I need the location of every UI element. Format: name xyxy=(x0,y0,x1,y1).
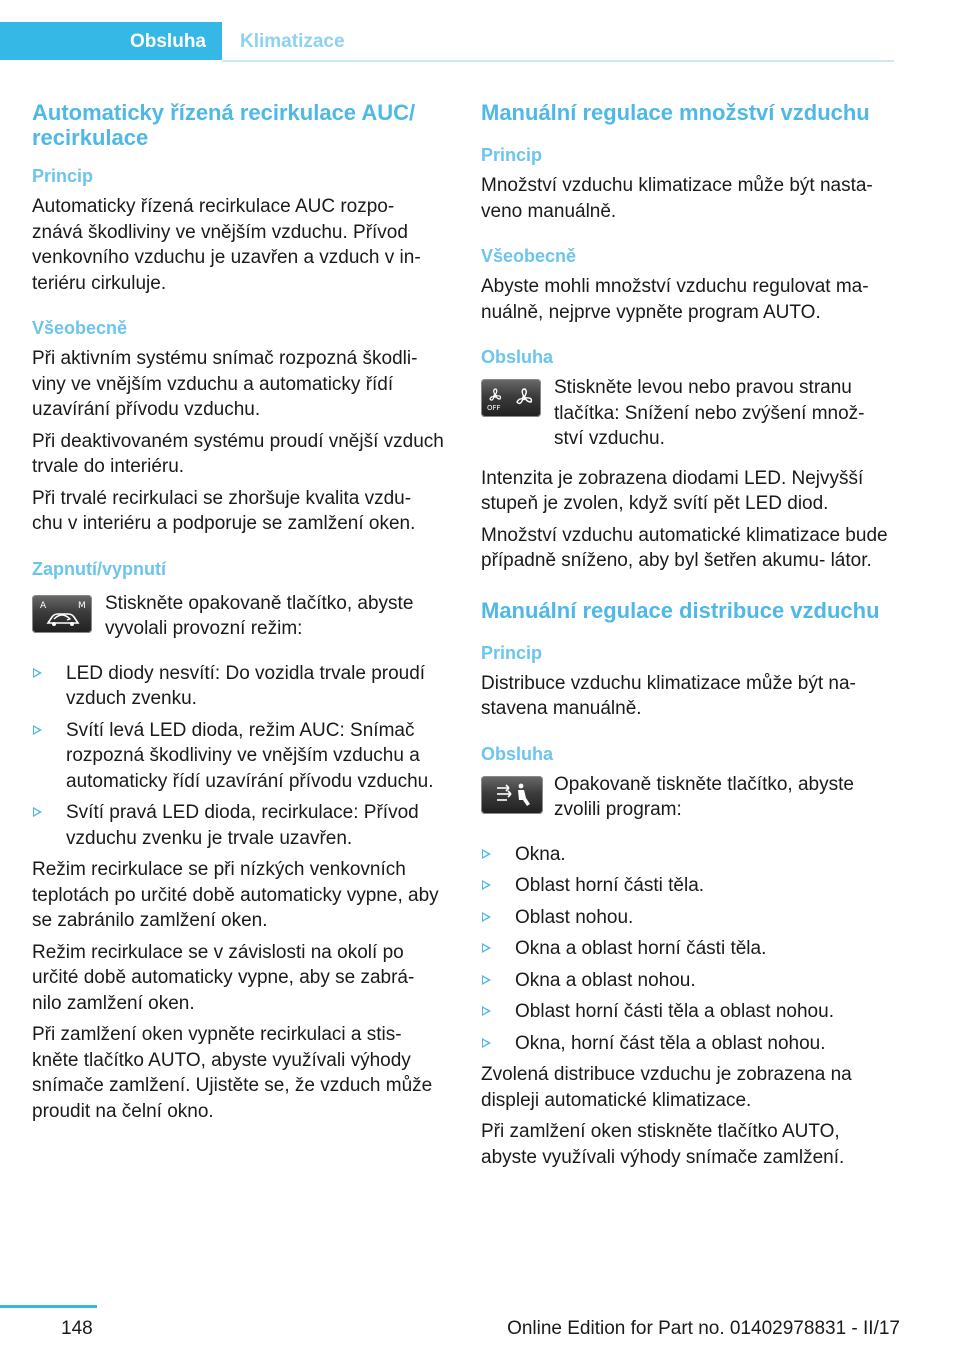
instruction-with-icon xyxy=(32,591,444,649)
list-item: LED diody nesvítí: Do vozidla trvale proudí vzduch zvenku. xyxy=(32,661,444,712)
paragraph: Při deaktivovaném systému proudí vnější vzduch trvale do interiéru. xyxy=(32,430,444,477)
footer-accent-line xyxy=(0,1305,97,1308)
paragraph: Stiskněte levou nebo pravou stranu tlačítka: Snížení nebo zvýšení množ‐ ství vzduchu. xyxy=(554,377,865,449)
subheading-princip: Princip xyxy=(481,145,543,165)
list-item: Oblast nohou. xyxy=(481,905,899,931)
paragraph: Automaticky řízená recirkulace AUC rozpo‐ znává škodliviny ve vnějším vzduchu. Přívod venkovního vzduchu je uzavřen a vzduch v in‐ teriéru cirkuluje. xyxy=(32,196,421,294)
program-list xyxy=(481,842,899,1057)
list-item: Svítí pravá LED dioda, recirkulace: Přívod vzduchu zvenku je trvale uzavřen. xyxy=(32,800,444,851)
bullet-triangle-icon xyxy=(482,912,491,922)
bullet-triangle-icon xyxy=(482,1038,491,1048)
bullet-triangle-icon xyxy=(482,880,491,890)
recirculation-button-icon xyxy=(32,595,92,633)
subheading-princip: Princip xyxy=(32,166,94,186)
paragraph: Při aktivním systému snímač rozpozná škodli‐ viny ve vnějším vzduchu a automaticky řídí uzavírání přívodu vzduchu. xyxy=(32,348,418,420)
subheading-princip: Princip xyxy=(481,642,543,663)
led-label-a: A xyxy=(40,600,47,611)
section-tab: Obsluha xyxy=(0,22,222,60)
bullet-triangle-icon xyxy=(482,943,491,953)
fan-speed-button-icon xyxy=(481,379,541,417)
section-title-auc: Automaticky řízená recirkulace AUC/ recirkulace xyxy=(32,100,416,150)
bullet-triangle-icon xyxy=(482,1006,491,1016)
paragraph: Při zamlžení oken vypněte recirkulaci a stis‐ kněte tlačítko AUTO, abyste využívali výhody snímače zamlžení. Ujistěte se, že vzduch může proudit na čelní okno. xyxy=(32,1024,433,1122)
list-item: Oblast horní části těla a oblast nohou. xyxy=(481,999,899,1025)
led-label-m: M xyxy=(78,600,86,611)
off-label: OFF xyxy=(487,404,501,412)
right-column xyxy=(481,100,899,1170)
edition-note: Online Edition for Part no. 01402978831 - II/17 xyxy=(507,1318,900,1339)
subheading-vseobecne: Všeobecně xyxy=(481,246,577,266)
list-item: Svítí levá LED dioda, režim AUC: Snímač rozpozná škodliviny ve vnějším vzduchu a automaticky řídí uzavírání přívodu vzduchu. xyxy=(32,718,444,795)
subheading-obsluha: Obsluha xyxy=(481,347,554,367)
subheading-obsluha: Obsluha xyxy=(481,743,554,764)
bullet-triangle-icon xyxy=(33,725,42,735)
page-number: 148 xyxy=(61,1318,93,1339)
paragraph: Množství vzduchu klimatizace může být nasta‐ veno manuálně. xyxy=(481,175,873,222)
section-title-air-distribution: Manuální regulace distribuce vzduchu xyxy=(481,597,880,623)
paragraph: Intenzita je zobrazena diodami LED. Nejvyšší stupeň je zvolen, když svítí pět LED diod. xyxy=(481,467,864,514)
mode-list xyxy=(32,661,444,852)
paragraph: Režim recirkulace se v závislosti na okolí po určité době automaticky vypne, aby se zabrá‐ nilo zamlžení oken. xyxy=(32,941,415,1014)
list-item: Okna a oblast nohou. xyxy=(481,968,899,994)
header-divider xyxy=(222,60,894,62)
chapter-title: Klimatizace xyxy=(240,31,345,52)
section-title-air-quantity: Manuální regulace množství vzduchu xyxy=(481,100,870,125)
paragraph: Opakovaně tiskněte tlačítko, abyste zvolili program: xyxy=(554,773,854,820)
air-distribution-button-icon xyxy=(481,776,543,814)
list-item: Okna, horní část těla a oblast nohou. xyxy=(481,1031,899,1057)
instruction-with-icon xyxy=(481,375,899,452)
paragraph: Stiskněte opakovaně tlačítko, abyste vyvolali provozní režim: xyxy=(105,592,414,639)
paragraph: Při trvalé recirkulaci se zhoršuje kvalita vzdu‐ chu v interiéru a podporuje se zamlžení oken. xyxy=(32,487,416,534)
list-item: Okna a oblast horní části těla. xyxy=(481,936,899,962)
paragraph: Distribuce vzduchu klimatizace může být na‐ stavena manuálně. xyxy=(481,672,856,719)
paragraph: Při zamlžení oken stiskněte tlačítko AUTO, abyste využívali výhody snímače zamlžení. xyxy=(481,1121,845,1168)
bullet-triangle-icon xyxy=(33,807,42,817)
subheading-vseobecne: Všeobecně xyxy=(32,318,128,338)
paragraph: Zvolená distribuce vzduchu je zobrazena na displeji automatické klimatizace. xyxy=(481,1064,852,1111)
instruction-with-icon xyxy=(481,772,899,830)
paragraph: Režim recirkulace se při nízkých venkovních teplotách po určité době automaticky vypne, aby se zabránilo zamlžení oken. xyxy=(32,859,439,931)
bullet-triangle-icon xyxy=(482,849,491,859)
list-item: Oblast horní části těla. xyxy=(481,873,899,899)
left-column xyxy=(32,100,444,1124)
bullet-triangle-icon xyxy=(482,975,491,985)
subheading-zapnuti: Zapnutí/vypnutí xyxy=(32,558,166,579)
paragraph: Množství vzduchu automatické klimatizace bude případně sníženo, aby byl šetřen akumu‐ látor. xyxy=(481,524,888,571)
paragraph: Abyste mohli množství vzduchu regulovat ma‐ nuálně, nejprve vypněte program AUTO. xyxy=(481,276,869,323)
bullet-triangle-icon xyxy=(33,668,42,678)
list-item: Okna. xyxy=(481,842,899,868)
